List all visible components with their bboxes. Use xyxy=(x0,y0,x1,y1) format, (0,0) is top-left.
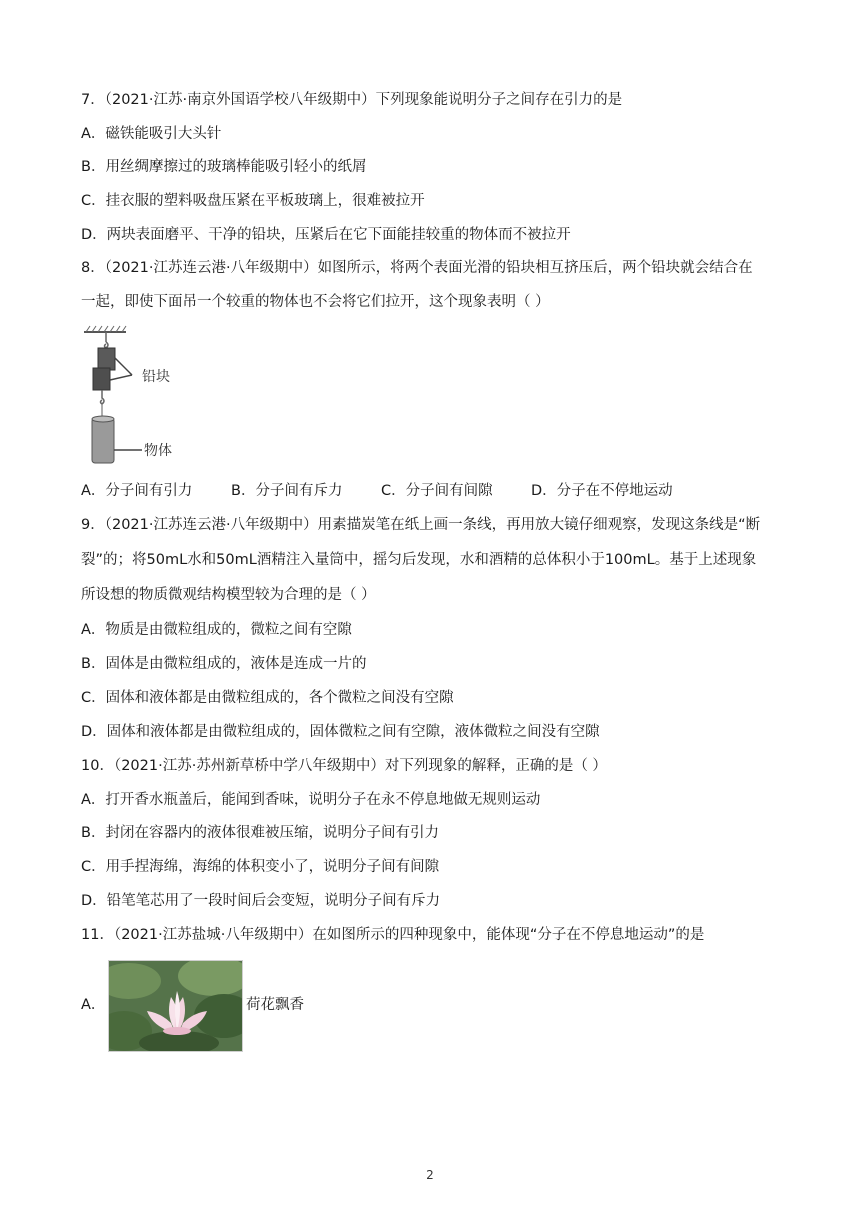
q10-option-c: C．用手捏海绵，海绵的体积变小了，说明分子间有间隙 xyxy=(81,859,440,875)
q10-option-d: D．铅笔笔芯用了一段时间后会变短，说明分子间有斥力 xyxy=(81,893,441,909)
q10-stem: 10．（2021·江苏·苏州新草桥中学八年级期中）对下列现象的解释，正确的是（ ） xyxy=(81,758,607,774)
q11-option-a-caption: 荷花飘香 xyxy=(246,997,304,1013)
q9-option-d: D．固体和液体都是由微粒组成的，固体微粒之间有空隙，液体微粒之间没有空隙 xyxy=(81,724,600,740)
q9-stem-line1: 9．（2021·江苏连云港·八年级期中）用素描炭笔在纸上画一条线，再用放大镜仔细观察，发现这条线是“断 xyxy=(81,517,761,533)
q10-option-b: B．封闭在容器内的液体很难被压缩，说明分子间有引力 xyxy=(81,825,439,841)
q8-option-a: A．分子间有引力 xyxy=(81,483,193,499)
q9-stem-line3: 所设想的物质微观结构模型较为合理的是（ ） xyxy=(81,587,376,603)
q7-option-d: D．两块表面磨平、干净的铅块，压紧后在它下面能挂较重的物体而不被拉开 xyxy=(81,227,571,243)
q9-option-c: C．固体和液体都是由微粒组成的，各个微粒之间没有空隙 xyxy=(81,690,454,706)
object-label: 物体 xyxy=(144,443,172,459)
q11-stem: 11．（2021·江苏盐城·八年级期中）在如图所示的四种现象中，能体现“分子在不停息地运动”的是 xyxy=(81,927,705,943)
lotus-photo xyxy=(108,960,243,1052)
q7-option-b: B．用丝绸摩擦过的玻璃棒能吸引轻小的纸屑 xyxy=(81,159,367,175)
lead-block-label: 铅块 xyxy=(142,369,170,385)
q7-option-a: A．磁铁能吸引大头针 xyxy=(81,126,222,142)
q8-stem-line2: 一起，即使下面吊一个较重的物体也不会将它们拉开，这个现象表明（ ） xyxy=(81,294,550,310)
q7-stem: 7．（2021·江苏·南京外国语学校八年级期中）下列现象能说明分子之间存在引力的是 xyxy=(81,92,623,108)
lead-blocks-diagram xyxy=(84,320,194,470)
q8-stem-line1: 8．（2021·江苏连云港·八年级期中）如图所示，将两个表面光滑的铅块相互挤压后，两个铅块就会结合在 xyxy=(81,260,753,276)
q10-option-a: A．打开香水瓶盖后，能闻到香味，说明分子在永不停息地做无规则运动 xyxy=(81,792,541,808)
lotus-image xyxy=(109,961,242,1051)
q8-option-d: D．分子在不停地运动 xyxy=(531,483,673,499)
page-number: 2 xyxy=(426,1168,434,1182)
q11-option-a-label: A． xyxy=(81,997,106,1013)
q9-option-b: B．固体是由微粒组成的，液体是连成一片的 xyxy=(81,656,367,672)
q8-option-c: C．分子间有间隙 xyxy=(381,483,493,499)
q8-option-b: B．分子间有斥力 xyxy=(231,483,343,499)
lead-blocks-figure xyxy=(84,320,194,470)
q9-option-a: A．物质是由微粒组成的，微粒之间有空隙 xyxy=(81,622,352,638)
q9-stem-line2: 裂”的；将50mL水和50mL酒精注入量筒中，摇匀后发现，水和酒精的总体积小于100mL。基于上述现象 xyxy=(81,552,757,568)
q7-option-c: C．挂衣服的塑料吸盘压紧在平板玻璃上，很难被拉开 xyxy=(81,193,425,209)
